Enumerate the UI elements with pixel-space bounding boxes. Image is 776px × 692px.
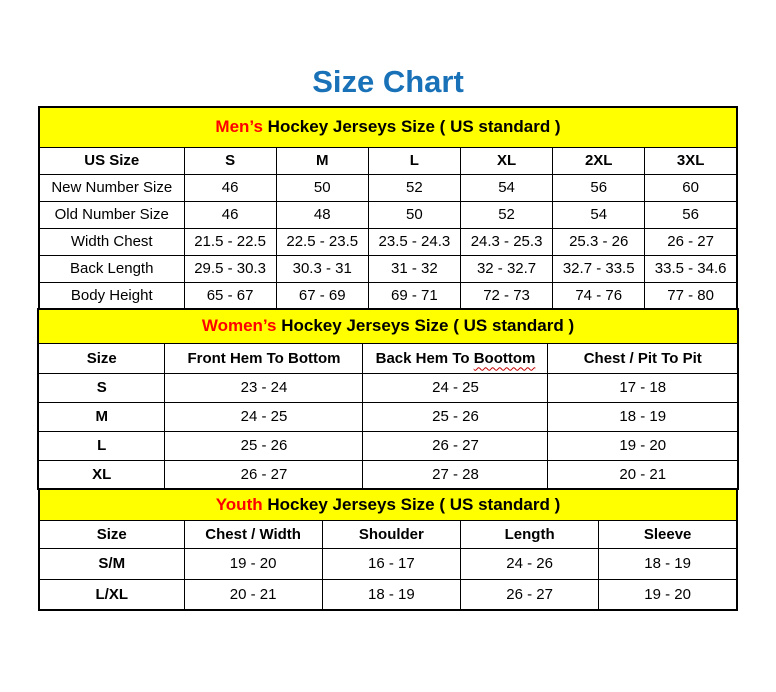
row-label: S/M: [39, 548, 184, 579]
womens-title-highlight: Women’s: [201, 316, 277, 336]
size-cell: 18 - 19: [322, 579, 460, 610]
size-cell: 54: [460, 174, 552, 201]
size-cell: 52: [460, 201, 552, 228]
size-cell: 23 - 24: [165, 373, 363, 402]
size-cell: 25 - 26: [165, 431, 363, 460]
size-cell: 25 - 26: [363, 402, 548, 431]
size-cell: 50: [276, 174, 368, 201]
table-row: [38, 431, 738, 460]
row-label: L: [38, 431, 165, 460]
mens-col-header: S: [184, 147, 276, 174]
size-cell: 72 - 73: [460, 282, 552, 309]
back-hem-misspelled-word: Boottom: [473, 349, 536, 367]
mens-col-header: US Size: [39, 147, 184, 174]
size-cell: 26 - 27: [461, 579, 599, 610]
row-label: XL: [38, 460, 165, 489]
size-cell: 17 - 18: [548, 373, 738, 402]
size-cell: 46: [184, 174, 276, 201]
row-label: L/XL: [39, 579, 184, 610]
size-cell: 69 - 71: [368, 282, 460, 309]
size-cell: 29.5 - 30.3: [184, 255, 276, 282]
size-cell: 26 - 27: [165, 460, 363, 489]
womens-col-header: Front Hem To Bottom: [165, 343, 363, 373]
table-row: [38, 460, 738, 489]
size-cell: 19 - 20: [599, 579, 737, 610]
row-label: New Number Size: [39, 174, 184, 201]
youth-table-title: [39, 489, 737, 520]
table-row: [39, 282, 737, 309]
mens-col-header: 2XL: [553, 147, 645, 174]
womens-col-header: Size: [38, 343, 165, 373]
size-cell: 56: [553, 174, 645, 201]
size-cell: 74 - 76: [553, 282, 645, 309]
size-cell: 21.5 - 22.5: [184, 228, 276, 255]
size-cell: 22.5 - 23.5: [276, 228, 368, 255]
table-row: [39, 228, 737, 255]
row-label: Width Chest: [39, 228, 184, 255]
womens-header-row: [38, 343, 738, 373]
size-cell: 24 - 26: [461, 548, 599, 579]
size-cell: 20 - 21: [548, 460, 738, 489]
youth-col-header: Shoulder: [322, 520, 460, 548]
page-title: Size Chart: [312, 64, 464, 99]
table-row: [39, 579, 737, 610]
table-row: [39, 174, 737, 201]
size-cell: 24 - 25: [165, 402, 363, 431]
size-cell: 60: [645, 174, 737, 201]
youth-col-header: Length: [461, 520, 599, 548]
youth-title-highlight: Youth: [215, 494, 263, 514]
size-cell: 48: [276, 201, 368, 228]
table-row: [39, 201, 737, 228]
mens-col-header: M: [276, 147, 368, 174]
youth-size-table: [38, 488, 738, 611]
youth-col-header: Size: [39, 520, 184, 548]
row-label: Body Height: [39, 282, 184, 309]
womens-title-rest: Hockey Jerseys Size ( US standard ): [276, 316, 575, 336]
youth-header-row: [39, 520, 737, 548]
womens-table-title: [38, 309, 738, 343]
size-cell: 19 - 20: [184, 548, 322, 579]
womens-band-row: [38, 309, 738, 343]
size-cell: 26 - 27: [363, 431, 548, 460]
womens-col-header: [363, 343, 548, 373]
size-cell: 26 - 27: [645, 228, 737, 255]
size-cell: 18 - 19: [599, 548, 737, 579]
mens-table-title: [39, 107, 737, 147]
mens-header-row: [39, 147, 737, 174]
table-row: [39, 548, 737, 579]
size-cell: 67 - 69: [276, 282, 368, 309]
size-cell: 18 - 19: [548, 402, 738, 431]
mens-title-highlight: Men’s: [215, 117, 263, 137]
size-cell: 33.5 - 34.6: [645, 255, 737, 282]
size-cell: 32 - 32.7: [460, 255, 552, 282]
size-cell: 54: [553, 201, 645, 228]
size-cell: 31 - 32: [368, 255, 460, 282]
size-cell: 20 - 21: [184, 579, 322, 610]
mens-band-row: [39, 107, 737, 147]
size-cell: 16 - 17: [322, 548, 460, 579]
back-hem-label: Back Hem To: [375, 349, 474, 367]
size-cell: 32.7 - 33.5: [553, 255, 645, 282]
size-cell: 65 - 67: [184, 282, 276, 309]
youth-col-header: Sleeve: [599, 520, 737, 548]
size-cell: 56: [645, 201, 737, 228]
size-cell: 77 - 80: [645, 282, 737, 309]
size-cell: 27 - 28: [363, 460, 548, 489]
size-cell: 24 - 25: [363, 373, 548, 402]
size-cell: 50: [368, 201, 460, 228]
size-cell: 25.3 - 26: [553, 228, 645, 255]
size-cell: 30.3 - 31: [276, 255, 368, 282]
table-row: [39, 255, 737, 282]
table-row: [38, 402, 738, 431]
row-label: M: [38, 402, 165, 431]
youth-title-rest: Hockey Jerseys Size ( US standard ): [262, 494, 561, 514]
size-cell: 23.5 - 24.3: [368, 228, 460, 255]
row-label: S: [38, 373, 165, 402]
womens-size-table: [37, 308, 739, 490]
table-row: [38, 373, 738, 402]
size-cell: 19 - 20: [548, 431, 738, 460]
mens-col-header: 3XL: [645, 147, 737, 174]
size-cell: 24.3 - 25.3: [460, 228, 552, 255]
youth-col-header: Chest / Width: [184, 520, 322, 548]
row-label: Old Number Size: [39, 201, 184, 228]
youth-band-row: [39, 489, 737, 520]
mens-col-header: L: [368, 147, 460, 174]
mens-size-table: [38, 106, 738, 310]
size-cell: 46: [184, 201, 276, 228]
mens-col-header: XL: [460, 147, 552, 174]
row-label: Back Length: [39, 255, 184, 282]
size-cell: 52: [368, 174, 460, 201]
mens-title-rest: Hockey Jerseys Size ( US standard ): [262, 117, 561, 137]
womens-col-header: Chest / Pit To Pit: [548, 343, 738, 373]
